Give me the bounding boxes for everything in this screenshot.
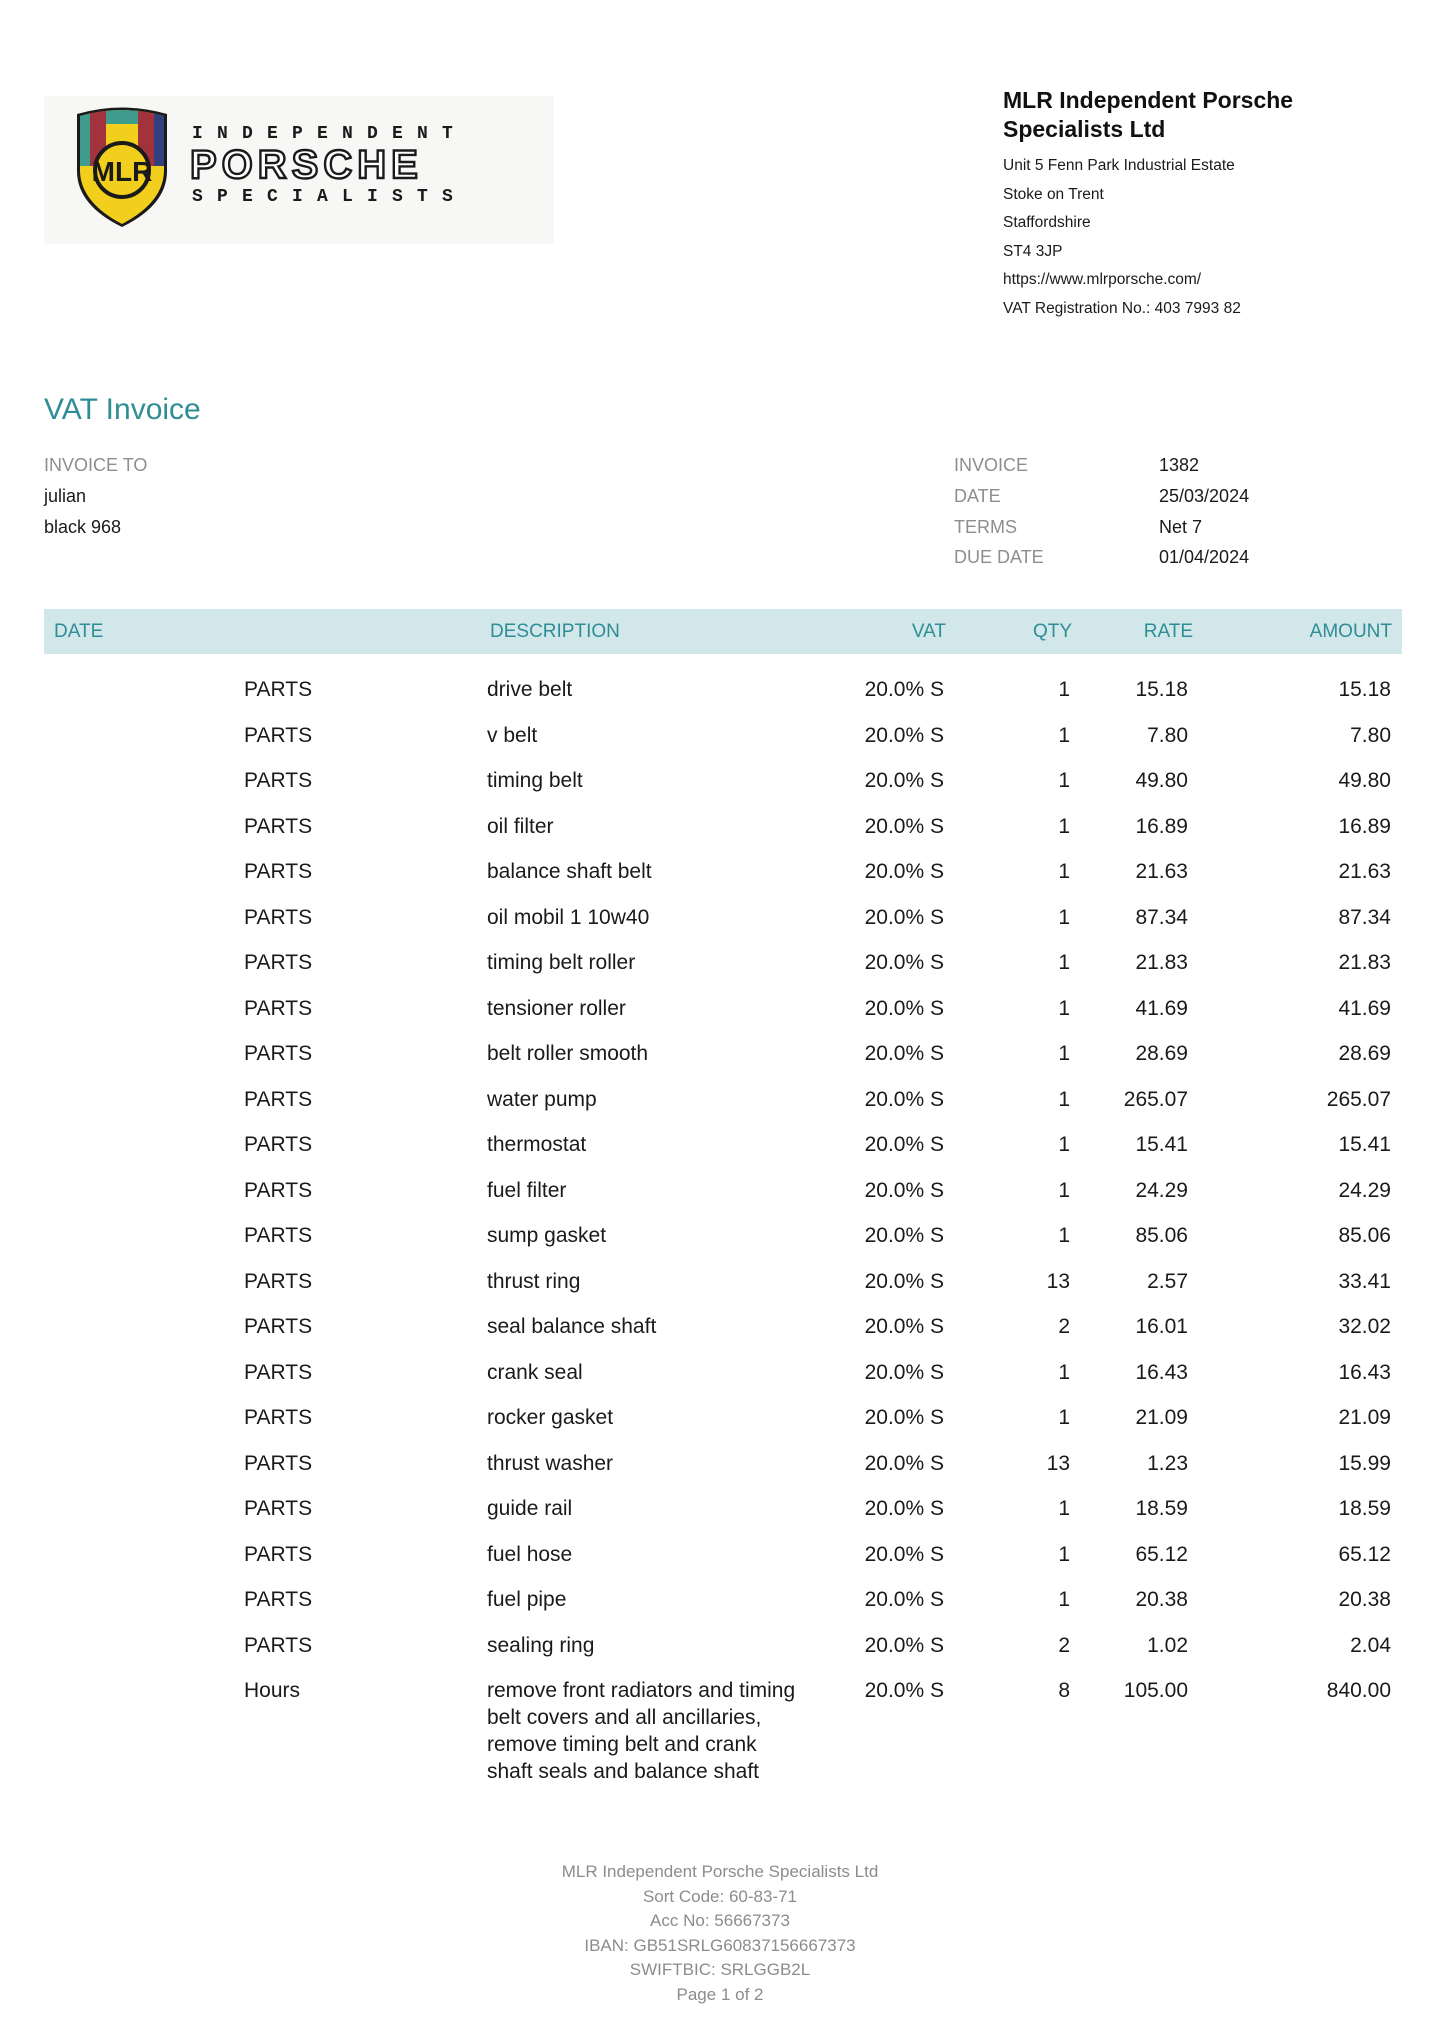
cell-vat: 20.0% S (864, 678, 944, 701)
company-name-line-1: MLR Independent Porsche (1003, 87, 1294, 113)
column-header-date: DATE (54, 621, 104, 642)
terms-label: TERMS (954, 517, 1017, 537)
cell-qty: 1 (1058, 723, 1070, 747)
cell-amount: 87.34 (1338, 905, 1391, 929)
vat-registration: VAT Registration No.: 403 7993 82 (1003, 299, 1241, 317)
cell-rate: 65.12 (1135, 1542, 1188, 1566)
due-date-label: DUE DATE (954, 547, 1044, 567)
cell-description: shaft seals and balance shaft (487, 1760, 760, 1783)
cell-rate: 21.63 (1135, 860, 1188, 883)
cell-description: crank seal (487, 1360, 583, 1384)
invoice-number: 1382 (1159, 455, 1200, 475)
cell-qty: 1 (1058, 1133, 1070, 1156)
cell-rate: 16.01 (1135, 1315, 1188, 1338)
cell-category: PARTS (244, 1633, 313, 1657)
column-header-qty: QTY (1032, 621, 1072, 642)
cell-category: PARTS (244, 1542, 313, 1566)
cell-category: PARTS (244, 1178, 313, 1202)
cell-qty: 1 (1058, 860, 1070, 883)
cell-rate: 87.34 (1135, 905, 1188, 929)
cell-rate: 18.59 (1135, 1497, 1188, 1520)
cell-qty: 1 (1058, 1178, 1070, 1202)
cell-category: PARTS (244, 1042, 313, 1065)
invoice-to-label: INVOICE TO (44, 455, 148, 475)
cell-description: timing belt (487, 769, 583, 792)
cell-vat: 20.0% S (864, 1406, 944, 1429)
cell-amount: 20.38 (1338, 1588, 1391, 1611)
terms-value: Net 7 (1159, 517, 1203, 537)
cell-qty: 1 (1058, 1542, 1070, 1566)
cell-qty: 1 (1058, 1588, 1070, 1611)
cell-qty: 1 (1058, 1406, 1070, 1429)
cell-vat: 20.0% S (864, 1588, 944, 1611)
cell-amount: 21.63 (1338, 860, 1391, 883)
cell-rate: 24.29 (1135, 1178, 1188, 1202)
cell-qty: 13 (1046, 1451, 1070, 1475)
cell-category: PARTS (244, 996, 313, 1020)
cell-vat: 20.0% S (864, 905, 944, 929)
logo-line-3: SPECIALISTS (192, 187, 468, 207)
cell-amount: 15.41 (1338, 1133, 1391, 1156)
cell-description: thrust washer (487, 1451, 614, 1475)
cell-vat: 20.0% S (864, 951, 944, 974)
cell-amount: 41.69 (1338, 996, 1391, 1020)
cell-amount: 15.18 (1338, 678, 1391, 701)
cell-vat: 20.0% S (864, 860, 944, 883)
cell-rate: 105.00 (1123, 1679, 1188, 1702)
cell-rate: 1.23 (1147, 1451, 1188, 1475)
cell-vat: 20.0% S (864, 1679, 944, 1702)
footer-sort-code: Sort Code: 60-83-71 (642, 1886, 798, 1906)
cell-qty: 1 (1058, 1497, 1070, 1520)
cell-amount: 16.43 (1338, 1360, 1391, 1384)
footer-page-number: Page 1 of 2 (676, 1984, 764, 2004)
cell-description: timing belt roller (487, 951, 636, 974)
cell-description: belt covers and all ancillaries, (487, 1706, 762, 1729)
cell-amount: 49.80 (1338, 769, 1391, 792)
cell-category: PARTS (244, 1224, 313, 1247)
cell-qty: 1 (1058, 1042, 1070, 1065)
mlr-shield-logo (74, 106, 170, 228)
cell-rate: 16.43 (1135, 1360, 1188, 1384)
cell-category: PARTS (244, 814, 313, 838)
cell-qty: 1 (1058, 1360, 1070, 1384)
cell-description: drive belt (487, 678, 573, 701)
logo-badge-text: MLR (91, 156, 153, 187)
cell-qty: 1 (1058, 1224, 1070, 1247)
company-details (1003, 86, 1403, 323)
cell-amount: 85.06 (1338, 1224, 1391, 1247)
cell-rate: 20.38 (1135, 1588, 1188, 1611)
cell-vat: 20.0% S (864, 1133, 944, 1156)
company-name (1003, 86, 1403, 144)
cell-amount: 840.00 (1326, 1679, 1391, 1702)
cell-rate: 28.69 (1135, 1042, 1188, 1065)
cell-rate: 16.89 (1135, 814, 1188, 838)
address-line: Stoke on Trent (1003, 185, 1104, 203)
cell-description: belt roller smooth (487, 1042, 649, 1065)
cell-amount: 7.80 (1350, 723, 1391, 747)
cell-description: remove timing belt and crank (487, 1733, 757, 1756)
cell-category: PARTS (244, 678, 313, 701)
date-label: DATE (954, 486, 1001, 506)
cell-qty: 1 (1058, 951, 1070, 974)
cell-category: PARTS (244, 1451, 313, 1475)
cell-vat: 20.0% S (864, 1269, 944, 1293)
due-date: 01/04/2024 (1159, 547, 1250, 567)
cell-description: fuel hose (487, 1542, 573, 1566)
cell-description: oil filter (487, 814, 554, 838)
cell-description: oil mobil 1 10w40 (487, 905, 650, 929)
footer (420, 1860, 1020, 2007)
cell-amount: 18.59 (1338, 1497, 1391, 1520)
cell-rate: 21.09 (1135, 1406, 1188, 1429)
cell-vat: 20.0% S (864, 1178, 944, 1202)
cell-category: PARTS (244, 860, 313, 883)
cell-description: sealing ring (487, 1633, 595, 1657)
cell-vat: 20.0% S (864, 1087, 944, 1111)
cell-rate: 1.02 (1147, 1633, 1188, 1657)
cell-description: rocker gasket (487, 1406, 614, 1429)
cell-description: water pump (487, 1087, 597, 1111)
cell-amount: 16.89 (1338, 814, 1391, 838)
cell-vat: 20.0% S (864, 1497, 944, 1520)
cell-category: PARTS (244, 1360, 313, 1384)
logo-line-2: PORSCHE (190, 143, 423, 187)
company-website-link[interactable]: https://www.mlrporsche.com/ (1003, 271, 1202, 288)
cell-amount: 265.07 (1326, 1087, 1391, 1111)
cell-category: PARTS (244, 1087, 313, 1111)
footer-iban: IBAN: GB51SRLG60837156667373 (584, 1935, 856, 1955)
customer-vehicle: black 968 (44, 517, 122, 537)
cell-category: PARTS (244, 1269, 313, 1293)
cell-description: remove front radiators and timing (487, 1679, 796, 1702)
customer-name: julian (44, 486, 87, 506)
cell-rate: 21.83 (1135, 951, 1188, 974)
cell-amount: 15.99 (1338, 1451, 1391, 1475)
cell-vat: 20.0% S (864, 1224, 944, 1247)
cell-vat: 20.0% S (864, 1451, 944, 1475)
cell-amount: 33.41 (1338, 1269, 1391, 1293)
logo-line-1: INDEPENDENT (192, 124, 468, 144)
cell-description: sump gasket (487, 1224, 607, 1247)
cell-amount: 28.69 (1338, 1042, 1391, 1065)
cell-qty: 1 (1058, 1087, 1070, 1111)
cell-qty: 2 (1058, 1315, 1070, 1338)
cell-description: balance shaft belt (487, 860, 652, 883)
cell-qty: 1 (1058, 678, 1070, 701)
cell-vat: 20.0% S (864, 1542, 944, 1566)
cell-category: Hours (244, 1679, 301, 1702)
cell-category: PARTS (244, 1497, 313, 1520)
table-header (44, 609, 1402, 654)
logo-wordmark (192, 124, 528, 207)
invoice-number-label: INVOICE (954, 455, 1029, 475)
cell-vat: 20.0% S (864, 1360, 944, 1384)
cell-description: v belt (487, 723, 538, 747)
cell-category: PARTS (244, 951, 313, 974)
cell-description: fuel pipe (487, 1588, 567, 1611)
cell-amount: 65.12 (1338, 1542, 1391, 1566)
address-line: Staffordshire (1003, 214, 1091, 231)
company-name-line-2: Specialists Ltd (1003, 116, 1166, 142)
cell-vat: 20.0% S (864, 723, 944, 747)
document-title: VAT Invoice (44, 393, 201, 426)
cell-description: guide rail (487, 1497, 573, 1520)
footer-swift: SWIFTBIC: SRLGGB2L (629, 1960, 811, 1979)
cell-category: PARTS (244, 769, 313, 792)
cell-rate: 7.80 (1147, 723, 1188, 747)
cell-qty: 1 (1058, 996, 1070, 1020)
column-header-rate: RATE (1143, 621, 1193, 642)
invoice-date: 25/03/2024 (1159, 486, 1250, 506)
cell-description: thermostat (487, 1133, 587, 1156)
cell-description: thrust ring (487, 1269, 581, 1293)
cell-vat: 20.0% S (864, 769, 944, 792)
cell-qty: 2 (1058, 1633, 1070, 1657)
cell-category: PARTS (244, 1315, 313, 1338)
cell-qty: 1 (1058, 814, 1070, 838)
cell-vat: 20.0% S (864, 1633, 944, 1657)
cell-rate: 41.69 (1135, 996, 1188, 1020)
cell-description: seal balance shaft (487, 1315, 657, 1338)
cell-qty: 1 (1058, 905, 1070, 929)
cell-amount: 21.83 (1338, 951, 1391, 974)
cell-rate: 49.80 (1135, 769, 1188, 792)
cell-qty: 13 (1046, 1269, 1070, 1293)
cell-category: PARTS (244, 1588, 313, 1611)
cell-amount: 2.04 (1350, 1633, 1391, 1657)
column-header-amount: AMOUNT (1309, 621, 1392, 642)
cell-category: PARTS (244, 1133, 313, 1156)
footer-company: MLR Independent Porsche Specialists Ltd (561, 1862, 879, 1881)
cell-vat: 20.0% S (864, 996, 944, 1020)
footer-account-number: Acc No: 56667373 (650, 1911, 790, 1930)
address-line: ST4 3JP (1003, 242, 1063, 260)
column-header-description: DESCRIPTION (490, 621, 620, 642)
table-body (0, 676, 1440, 1816)
cell-description: fuel filter (487, 1178, 567, 1202)
cell-rate: 15.18 (1135, 678, 1188, 701)
cell-category: PARTS (244, 723, 313, 747)
cell-rate: 2.57 (1147, 1269, 1188, 1293)
cell-category: PARTS (244, 905, 313, 929)
cell-amount: 24.29 (1338, 1178, 1391, 1202)
column-header-vat: VAT (911, 621, 946, 642)
cell-vat: 20.0% S (864, 1315, 944, 1338)
cell-rate: 15.41 (1135, 1133, 1188, 1156)
cell-vat: 20.0% S (864, 814, 944, 838)
cell-rate: 265.07 (1123, 1087, 1188, 1111)
cell-amount: 32.02 (1338, 1315, 1391, 1338)
cell-rate: 85.06 (1135, 1224, 1188, 1247)
cell-description: tensioner roller (487, 996, 626, 1020)
cell-qty: 8 (1058, 1679, 1070, 1702)
cell-category: PARTS (244, 1406, 313, 1429)
cell-vat: 20.0% S (864, 1042, 944, 1065)
cell-amount: 21.09 (1338, 1406, 1391, 1429)
cell-qty: 1 (1058, 769, 1070, 792)
address-line: Unit 5 Fenn Park Industrial Estate (1003, 157, 1235, 174)
